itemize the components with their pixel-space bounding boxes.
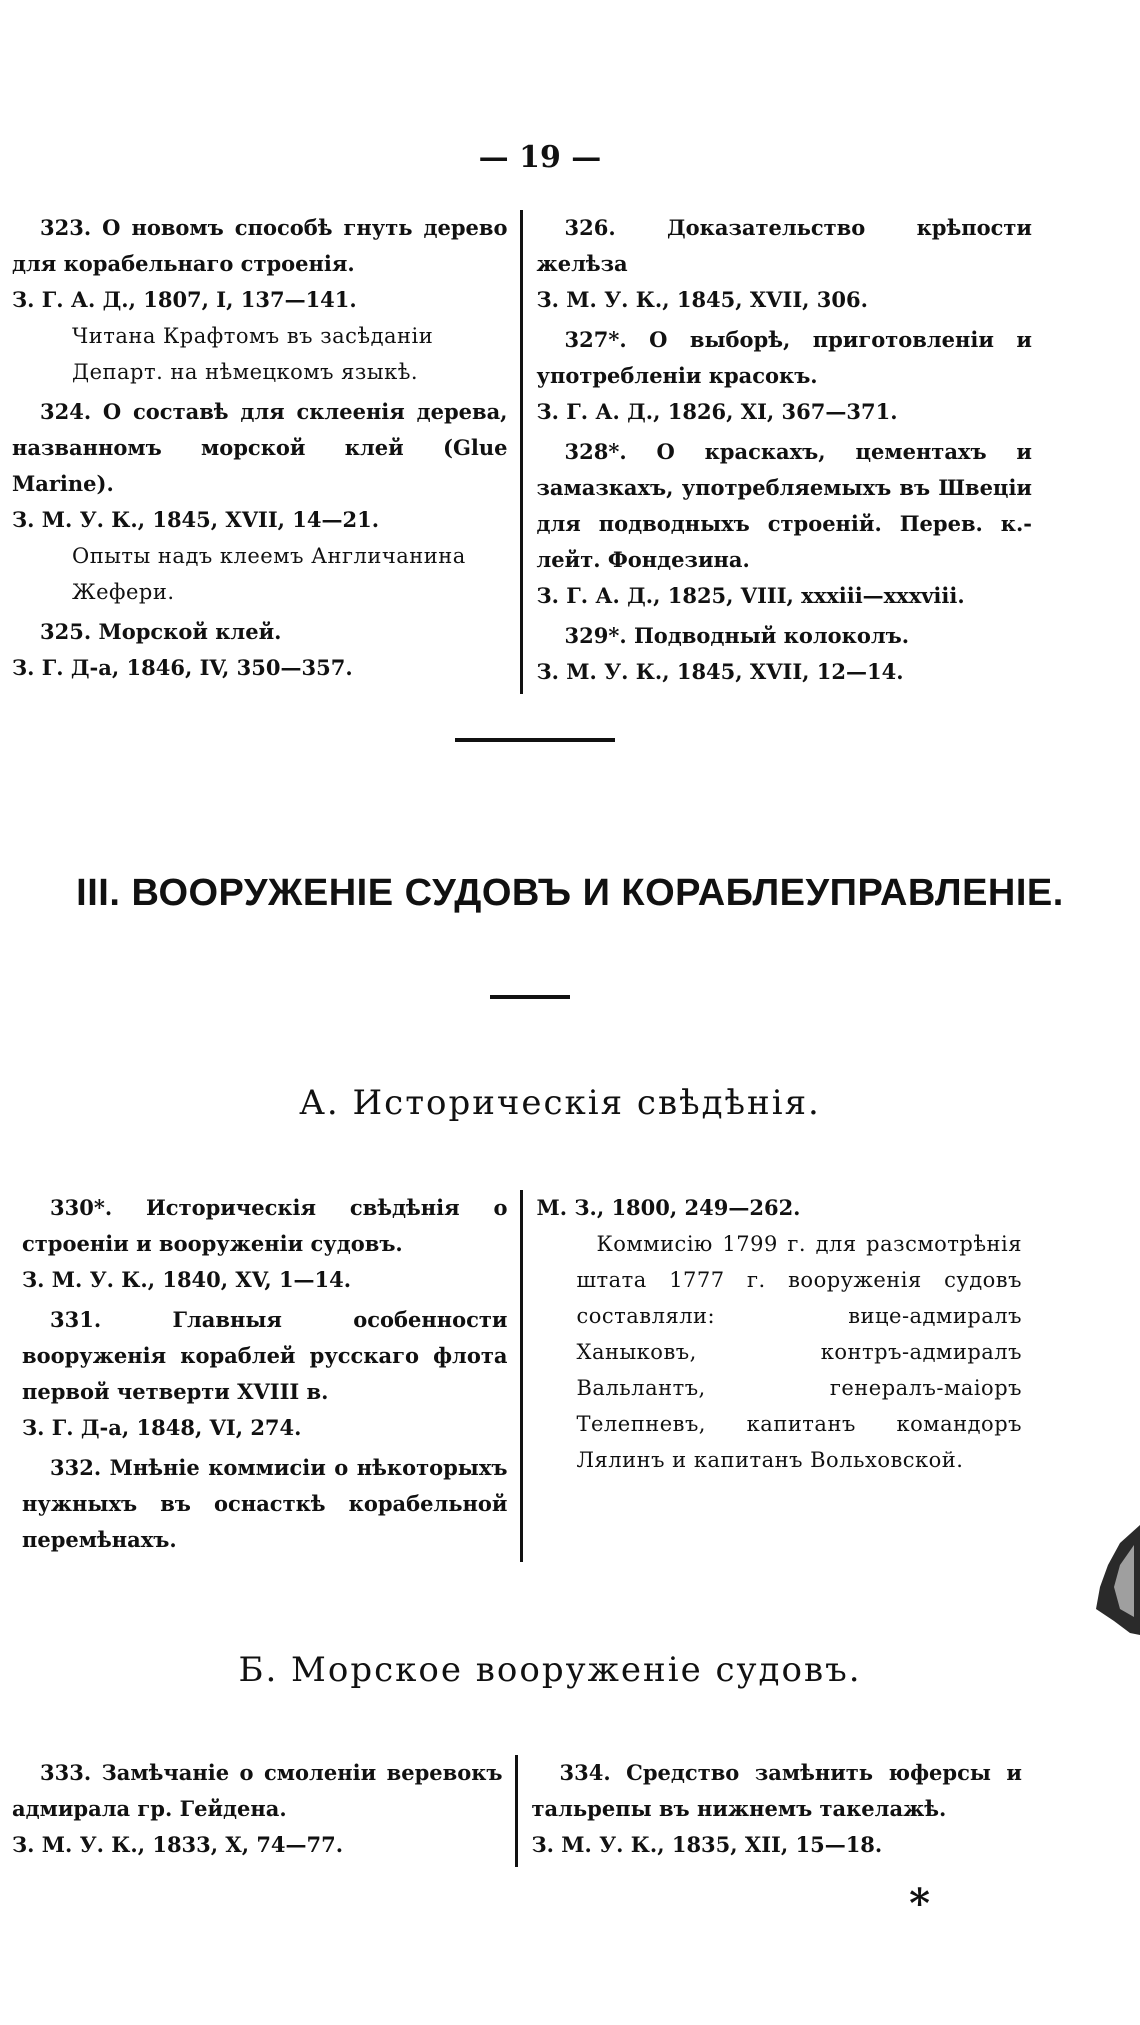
entry-327 bbox=[537, 322, 1033, 430]
entry-333 bbox=[12, 1755, 503, 1863]
entry-332 bbox=[22, 1450, 508, 1558]
entries-section-1 bbox=[12, 210, 1032, 694]
entry-title: 330*. Историческія свѣдѣнія о строеніи и вооруженіи судовъ. bbox=[22, 1195, 508, 1256]
entry-title: 326. Доказательство крѣпости желѣза bbox=[536, 215, 1032, 276]
footer-mark: * bbox=[909, 1880, 930, 1927]
entry-title: 323. О новомъ способѣ гнуть дерево для корабельнаго строенія. bbox=[12, 215, 508, 276]
page-damage-mark bbox=[1090, 1525, 1140, 1635]
page-number: — 19 — bbox=[478, 140, 602, 175]
separator-rule bbox=[455, 738, 615, 742]
entry-reference: З. М. У. К., 1835, XII, 15—18. bbox=[531, 1832, 883, 1857]
entry-reference: З. М. У. К., 1845, XVII, 306. bbox=[536, 287, 868, 312]
entry-331 bbox=[22, 1302, 508, 1446]
entry-reference: З. М. У. К., 1833, X, 74—77. bbox=[12, 1832, 344, 1857]
entry-330 bbox=[22, 1190, 508, 1298]
entry-325 bbox=[12, 614, 508, 686]
entry-reference: З. Г. А. Д., 1826, XI, 367—371. bbox=[536, 399, 898, 424]
entry-reference: З. М. У. К., 1840, XV, 1—14. bbox=[22, 1267, 352, 1292]
left-column bbox=[22, 1190, 520, 1562]
entry-reference: З. Г. Д-а, 1848, VI, 274. bbox=[22, 1415, 302, 1440]
entry-title: 333. Замѣчаніе о смоленіи веревокъ адмирала гр. Гейдена. bbox=[12, 1760, 503, 1821]
entry-329 bbox=[537, 618, 1033, 690]
right-column bbox=[520, 1190, 1023, 1562]
chapter-heading: III. ВООРУЖЕНІЕ СУДОВЪ И КОРАБЛЕУПРАВЛЕНІЕ. bbox=[76, 872, 1064, 914]
left-column bbox=[12, 210, 520, 694]
entry-note: Опыты надъ клеемъ Англичанина Жефери. bbox=[72, 544, 466, 604]
entry-324 bbox=[12, 394, 508, 610]
entry-reference: З. Г. А. Д., 1807, I, 137—141. bbox=[12, 287, 357, 312]
entry-334 bbox=[532, 1755, 1023, 1863]
entry-326 bbox=[537, 210, 1033, 318]
entries-section-b bbox=[12, 1755, 1022, 1867]
right-column bbox=[520, 210, 1033, 694]
entry-reference: З. М. У. К., 1845, XVII, 12—14. bbox=[536, 659, 904, 684]
entry-328 bbox=[537, 434, 1033, 614]
subsection-heading-a: А. Историческія свѣдѣнія. bbox=[299, 1083, 821, 1123]
entry-title: 325. Морской клей. bbox=[40, 619, 282, 644]
separator-rule bbox=[490, 995, 570, 999]
entry-reference: М. З., 1800, 249—262. bbox=[536, 1195, 801, 1220]
entry-title: 327*. О выборѣ, приготовленіи и употребленіи красокъ. bbox=[536, 327, 1032, 388]
entry-title: 331. Главныя особенности вооруженія кораблей русскаго флота первой четверти XVIII в. bbox=[22, 1307, 508, 1404]
entry-title: 334. Средство замѣнить юферсы и тальрепы въ нижнемъ такелажѣ. bbox=[531, 1760, 1022, 1821]
entry-note: Читана Крафтомъ въ засѣданіи Департ. на нѣмецкомъ языкѣ. bbox=[72, 324, 434, 384]
entry-reference: З. М. У. К., 1845, XVII, 14—21. bbox=[12, 507, 380, 532]
entry-reference: З. Г. Д-а, 1846, IV, 350—357. bbox=[12, 655, 353, 680]
entry-323 bbox=[12, 210, 508, 390]
entry-title: 328*. О краскахъ, цементахъ и замазкахъ, употребляемыхъ въ Швеціи для подводныхъ строеній. Перев. к.-лейт. Фондезина. bbox=[536, 439, 1032, 572]
entry-title: 324. О составѣ для склеенія дерева, названномъ морской клей (Glue Marine). bbox=[12, 399, 508, 496]
entry-note: Коммисію 1799 г. для разсмотрѣнія штата 1777 г. вооруженія судовъ составляли: вице-адмиралъ Ханыковъ, контръ-адмиралъ Вальлантъ, генералъ-маіоръ Телепневъ, капитанъ командоръ Лялинъ и капитанъ Вольховской. bbox=[576, 1232, 1022, 1472]
entry-title: 332. Мнѣніе коммисіи о нѣкоторыхъ нужныхъ въ оснасткѣ корабельной перемѣнахъ. bbox=[22, 1455, 508, 1552]
entries-section-a bbox=[22, 1190, 1022, 1562]
right-column bbox=[515, 1755, 1023, 1867]
left-column bbox=[12, 1755, 515, 1867]
entry-reference: З. Г. А. Д., 1825, VIII, xxxiii—xxxviii. bbox=[536, 583, 965, 608]
entry-title: 329*. Подводный колоколъ. bbox=[564, 623, 910, 648]
subsection-heading-b: Б. Морское вооруженіе судовъ. bbox=[238, 1650, 862, 1690]
